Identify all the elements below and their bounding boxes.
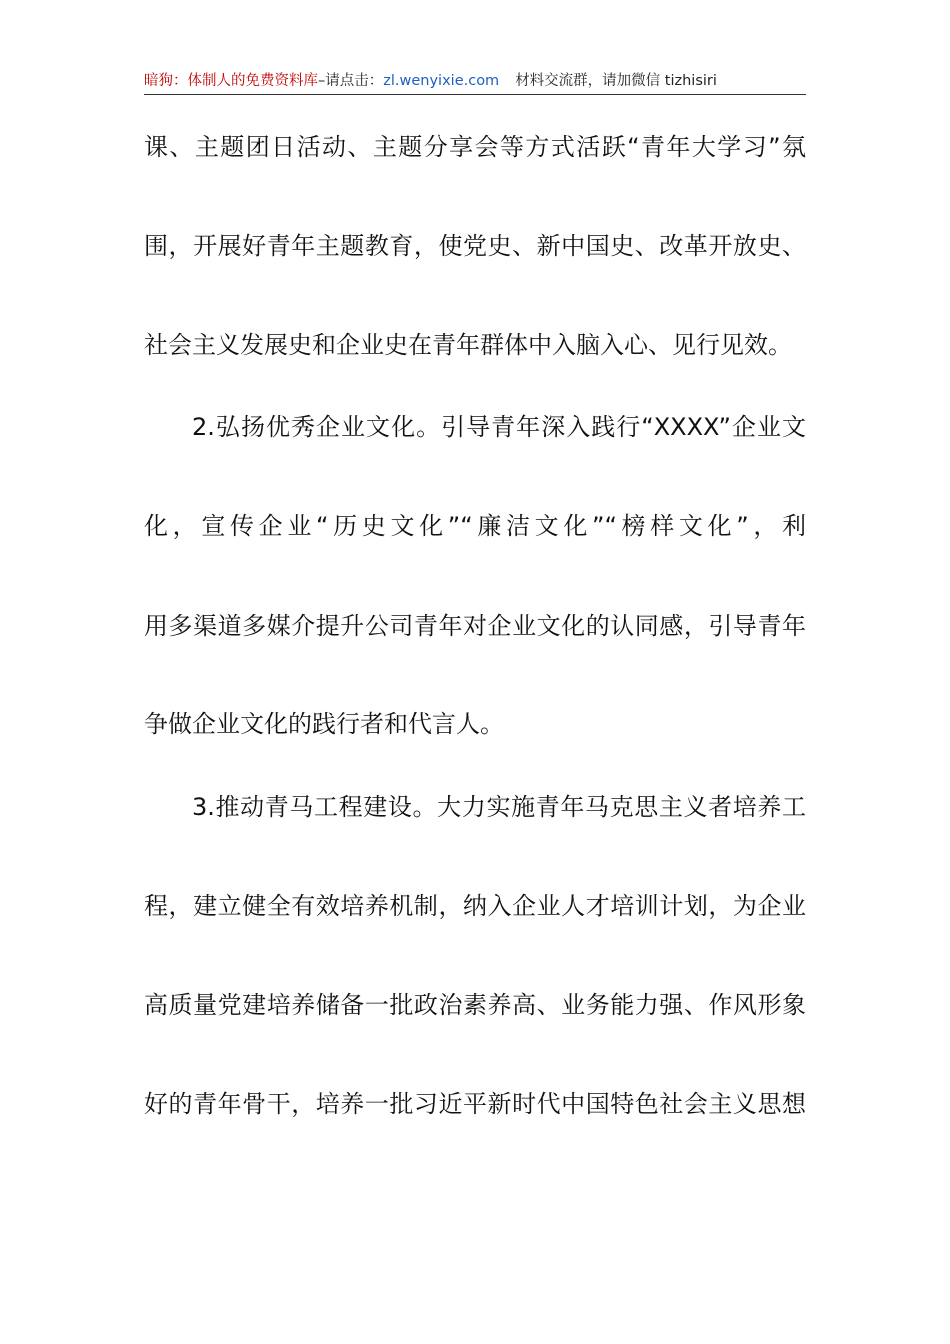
header-contact: 材料交流群，请加微信 tizhisiri — [515, 73, 717, 89]
paragraph-line: 3.推动青马工程建设。大力实施青年马克思主义者培养工 — [192, 793, 806, 821]
paragraph-line: 好的青年骨干，培养一批习近平新时代中国特色社会主义思想 — [144, 1090, 806, 1118]
paragraph-line: 课、主题团日活动、主题分享会等方式活跃“青年大学习”氛 — [144, 133, 806, 161]
paragraph-line: 2.弘扬优秀企业文化。引导青年深入践行“XXXX”企业文 — [192, 413, 806, 441]
page-header — [144, 70, 806, 94]
header-brand: 暗狗：体制人的免费资料库 — [144, 73, 318, 89]
paragraph-line: 化，宣传企业“历史文化”“廉洁文化”“榜样文化”，利 — [144, 512, 806, 540]
header-url-link[interactable]: zl.wenyixie.com — [383, 73, 500, 89]
paragraph-line: 围，开展好青年主题教育，使党史、新中国史、改革开放史、 — [144, 232, 806, 260]
paragraph-line: 争做企业文化的践行者和代言人。 — [144, 710, 504, 738]
header-prompt: –请点击： — [318, 73, 384, 89]
header-divider — [144, 94, 806, 95]
paragraph-line: 高质量党建培养储备一批政治素养高、业务能力强、作风形象 — [144, 991, 806, 1019]
paragraph-line: 社会主义发展史和企业史在青年群体中入脑入心、见行见效。 — [144, 331, 792, 359]
paragraph-line: 用多渠道多媒介提升公司青年对企业文化的认同感，引导青年 — [144, 612, 806, 640]
paragraph-line: 程，建立健全有效培养机制，纳入企业人才培训计划，为企业 — [144, 892, 806, 920]
